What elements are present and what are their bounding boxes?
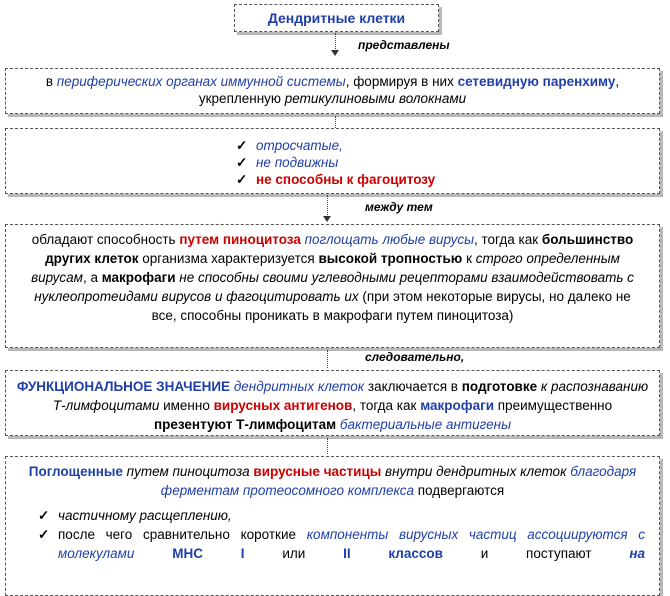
text: путем пиноцитоза xyxy=(179,232,301,247)
text: , укрепленную xyxy=(198,74,620,106)
text: Поглощенные xyxy=(28,464,123,479)
text: заключается в xyxy=(364,379,462,394)
text: подвергаются xyxy=(413,483,505,498)
box-processing xyxy=(5,456,660,596)
text: II классов xyxy=(343,546,443,561)
processing-intro xyxy=(20,462,645,500)
text: организма характеризуется xyxy=(138,251,319,266)
text: строго определенным вирусам xyxy=(31,251,620,285)
connector xyxy=(327,350,328,368)
box-peripheral-organs xyxy=(5,68,660,114)
list-item-text: не способны к фагоцитозу xyxy=(256,172,436,187)
text: МНС I xyxy=(134,546,245,561)
list-item xyxy=(38,506,645,525)
text: презентуют Т-лимфоцитам xyxy=(153,417,337,432)
checkmark-icon: ✓ xyxy=(236,155,248,170)
text: ФУНКЦИОНАЛЬНОЕ ЗНАЧЕНИЕ xyxy=(16,379,231,394)
connector xyxy=(327,195,328,217)
text: поглощать любые вирусы xyxy=(304,232,475,247)
box-pinocytosis xyxy=(5,224,660,348)
title: Дендритные клетки xyxy=(267,10,406,26)
processing-list xyxy=(20,506,645,563)
connector xyxy=(327,438,328,454)
text: , формируя в них xyxy=(345,74,458,89)
text: и поступают xyxy=(442,546,630,561)
list-item-text: отросчатые, xyxy=(256,138,343,153)
text: к распознаванию Т-лимфоцитами xyxy=(52,379,649,413)
list-item-text xyxy=(58,525,645,563)
text: макрофаги xyxy=(101,270,176,285)
properties-list xyxy=(236,137,659,188)
text: периферических органах иммунной системы xyxy=(56,74,346,89)
arrow-down-icon xyxy=(323,216,331,222)
text: обладают способность xyxy=(31,232,180,247)
text: на xyxy=(629,546,645,561)
checkmark-icon: ✓ xyxy=(236,138,248,153)
box-functional-significance xyxy=(5,370,660,436)
text: высокой тропностью xyxy=(318,251,463,266)
arrow-down-icon xyxy=(331,50,339,56)
text: , а xyxy=(82,270,102,285)
connector-note-3: следовательно, xyxy=(365,350,465,364)
text: именно xyxy=(159,398,214,413)
text: (при этом некоторые вирусы, но далеко не все, способны проникать в макрофаги путем пиноцитоза) xyxy=(151,289,631,323)
text: к xyxy=(462,251,476,266)
text: преимущественно xyxy=(494,398,613,413)
list-item xyxy=(38,525,645,563)
text: или xyxy=(244,546,344,561)
checkmark-icon: ✓ xyxy=(236,172,248,187)
list-item-text: частичному расщеплению, xyxy=(58,508,232,523)
text: дендритных клеток xyxy=(233,379,365,394)
text: компоненты вирусных частиц ассоциируются с молекулами xyxy=(58,527,645,561)
list-item xyxy=(236,171,659,188)
text: в xyxy=(45,74,57,89)
connector xyxy=(335,33,336,51)
box-properties-list xyxy=(5,128,660,194)
text: , тогда как xyxy=(474,232,542,247)
text: путем пиноцитоза xyxy=(122,464,254,479)
list-item xyxy=(236,154,659,171)
text: ретикулиновыми волокнами xyxy=(284,91,467,106)
list-item-text: не подвижны xyxy=(256,155,339,170)
text: , тогда как xyxy=(352,398,421,413)
text: после чего сравнительно короткие xyxy=(58,527,307,542)
text: сетевидную паренхиму xyxy=(457,74,616,89)
connector-note-2: между тем xyxy=(365,200,433,214)
text: бактериальные антигены xyxy=(339,417,512,432)
list-item xyxy=(236,137,659,154)
text: большинство других клеток xyxy=(45,232,634,266)
checkmark-icon: ✓ xyxy=(38,508,50,523)
text: макрофаги xyxy=(420,398,494,413)
checkmark-icon: ✓ xyxy=(38,527,50,542)
title-box xyxy=(234,4,439,32)
connector-note-1: представлены xyxy=(358,38,450,52)
text: внутри дендритных клеток xyxy=(381,464,571,479)
text: вирусные частицы xyxy=(253,464,382,479)
text: не способны своими углеводными рецепторами взаимодействовать с нуклеопротеидами вирусов и фагоцитировать их xyxy=(34,270,634,304)
connector xyxy=(335,116,336,128)
text: благодаря ферментам протеосомного комплекса xyxy=(160,464,637,498)
text: вирусных антигенов xyxy=(213,398,353,413)
text: подготовке xyxy=(461,379,538,394)
